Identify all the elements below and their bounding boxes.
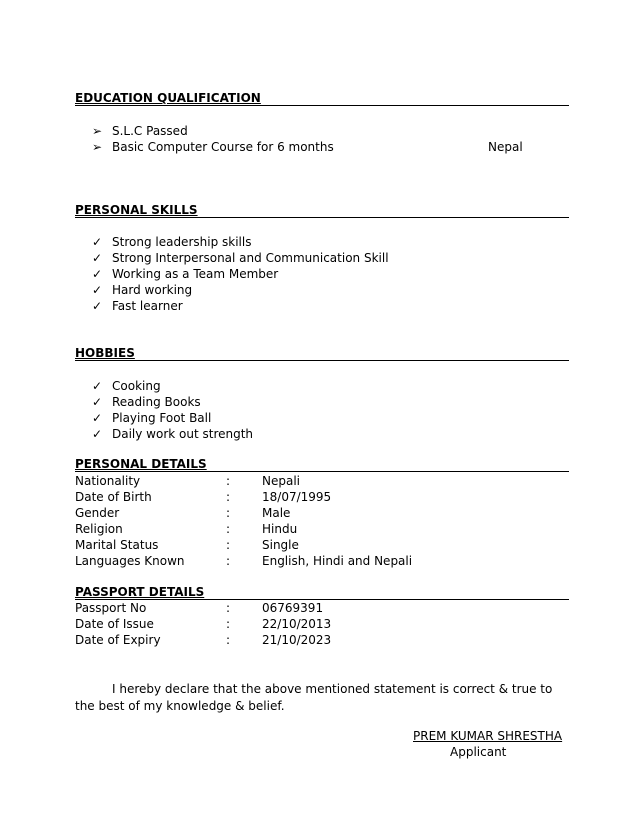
list-item-text: Daily work out strength: [112, 427, 254, 441]
detail-separator: :: [226, 633, 231, 647]
declaration-text: I hereby declare that the above mentioned statement is correct & true to the best of my knowledge & belief.: [75, 682, 553, 713]
list-item-text: Strong leadership skills: [112, 235, 252, 249]
detail-separator: :: [226, 490, 231, 504]
check-icon: ✓: [92, 411, 103, 425]
detail-value: English, Hindi and Nepali: [262, 554, 413, 568]
check-icon: ✓: [92, 251, 103, 265]
check-icon: ✓: [92, 283, 103, 297]
detail-label: Religion: [75, 522, 123, 536]
detail-separator: :: [226, 506, 231, 520]
detail-label: Languages Known: [75, 554, 185, 568]
list-item: [92, 378, 161, 394]
list-item-text: Working as a Team Member: [112, 267, 279, 281]
check-icon: ✓: [92, 379, 103, 393]
hobbies-section-title: HOBBIES: [75, 346, 569, 361]
passport-details-title: PASSPORT DETAILS: [75, 585, 569, 600]
arrow-bullet-icon: ➢: [92, 124, 103, 138]
list-item: [92, 298, 183, 314]
list-item-text: Strong Interpersonal and Communication Skill: [112, 251, 389, 265]
list-item: [92, 426, 253, 442]
signature-role: Applicant: [450, 745, 507, 759]
check-icon: ✓: [92, 299, 103, 313]
detail-label: Gender: [75, 506, 120, 520]
detail-separator: :: [226, 538, 231, 552]
list-item-text: Reading Books: [112, 395, 201, 409]
detail-value: 18/07/1995: [262, 490, 332, 504]
check-icon: ✓: [92, 395, 103, 409]
education-section-title: EDUCATION QUALIFICATION: [75, 91, 569, 106]
list-item-text: Basic Computer Course for 6 months: [112, 140, 334, 154]
list-item: [92, 266, 278, 282]
list-item: [92, 139, 334, 155]
list-item: [92, 394, 201, 410]
detail-value: 22/10/2013: [262, 617, 332, 631]
personal-details-title: PERSONAL DETAILS: [75, 457, 569, 472]
list-item-text: S.L.C Passed: [112, 124, 188, 138]
check-icon: ✓: [92, 235, 103, 249]
list-item-text: Playing Foot Ball: [112, 411, 212, 425]
education-location: Nepal: [488, 140, 523, 154]
list-item: [92, 410, 211, 426]
detail-label: Date of Expiry: [75, 633, 161, 647]
detail-label: Marital Status: [75, 538, 159, 552]
detail-value: Hindu: [262, 522, 298, 536]
detail-value: Nepali: [262, 474, 300, 488]
detail-separator: :: [226, 554, 231, 568]
list-item-text: Fast learner: [112, 299, 183, 313]
detail-separator: :: [226, 522, 231, 536]
detail-separator: :: [226, 617, 231, 631]
list-item: [92, 234, 251, 250]
detail-label: Passport No: [75, 601, 147, 615]
detail-label: Nationality: [75, 474, 141, 488]
detail-value: Male: [262, 506, 291, 520]
skills-section-title: PERSONAL SKILLS: [75, 203, 569, 218]
list-item-text: Cooking: [112, 379, 161, 393]
detail-value: Single: [262, 538, 299, 552]
detail-label: Date of Issue: [75, 617, 154, 631]
list-item-text: Hard working: [112, 283, 193, 297]
list-item: [92, 123, 188, 139]
detail-value: 21/10/2023: [262, 633, 332, 647]
detail-label: Date of Birth: [75, 490, 152, 504]
detail-separator: :: [226, 601, 231, 615]
list-item: [92, 250, 389, 266]
check-icon: ✓: [92, 427, 103, 441]
signature-name: PREM KUMAR SHRESTHA: [413, 729, 563, 743]
arrow-bullet-icon: ➢: [92, 140, 103, 154]
check-icon: ✓: [92, 267, 103, 281]
detail-value: 06769391: [262, 601, 324, 615]
list-item: [92, 282, 192, 298]
detail-separator: :: [226, 474, 231, 488]
